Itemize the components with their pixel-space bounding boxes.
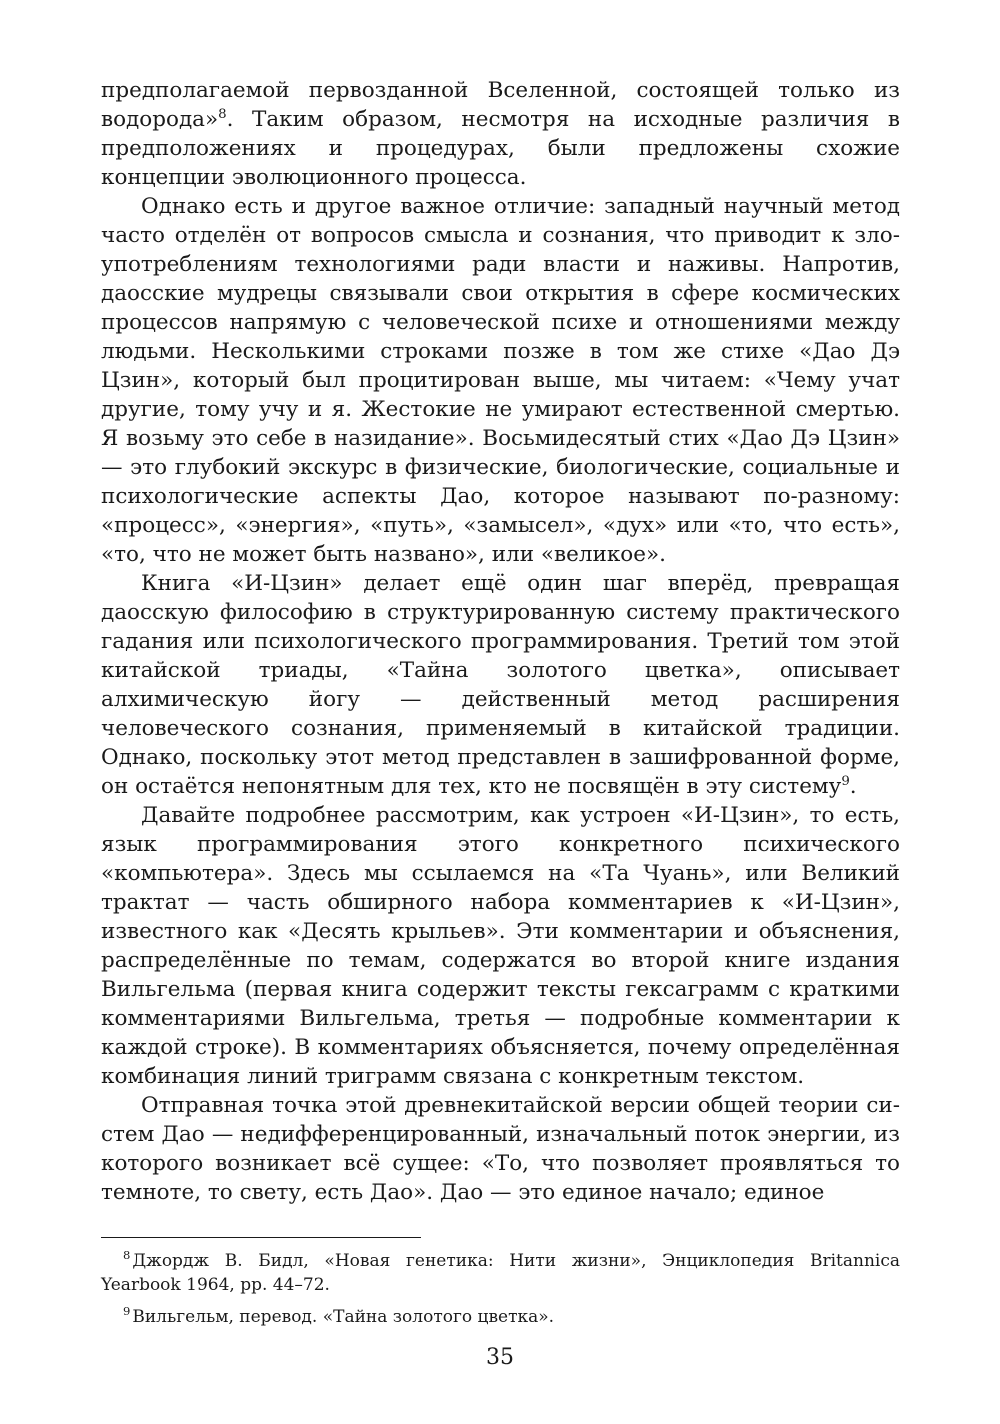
paragraph-1 [101, 76, 900, 192]
footnote-number: 9 [123, 1304, 131, 1319]
paragraph-1-text-cont: . Таким образом, несмотря на исходные различия в предположениях и процедурах, были предложены схожие концепции эволюционного процесса. [101, 107, 900, 190]
footnotes [101, 1249, 900, 1329]
paragraph-3-text-cont: . [849, 774, 857, 799]
footnote-ref-9[interactable]: 9 [841, 773, 850, 789]
footnote-text: Вильгельм, перевод. «Тайна золотого цветка». [132, 1307, 555, 1327]
paragraph-2: Однако есть и другое важное отличие: западный научный метод часто отделён от вопросов смысла и сознания, что приводит к злоупотреблениям технологиями ради власти и наживы. Напротив, даосские мудрецы связывали свои открытия в сфере космических процессов напрямую с человеческой психе и отношениями между людьми. Несколькими строками позже в том же стихе «Дао Дэ Цзин», который был процитирован выше, мы читаем: «Чему учат другие, тому учу и я. Жестокие не умирают естественной смертью. Я возьму это себе в назидание». Восьмидесятый стих «Дао Дэ Цзин» — это глубокий экскурс в физические, биологические, социальные и психологические аспекты Дао, которое называют по-разному: «процесс», «энергия», «путь», «замысел», «дух» или «то, что есть», «то, что не может быть названо», или «великое». [101, 194, 900, 567]
page-number: 35 [486, 1345, 514, 1370]
paragraph-5: Отправная точка этой древнекитайской версии общей теории систем Дао — недифференцированный, изначальный поток энергии, из которого возникает всё сущее: «То, что позволяет проявляться то темноте, то свету, есть Дао». Дао — это единое начало; единое [101, 1093, 900, 1205]
footnote-ref-8[interactable]: 8 [218, 106, 227, 122]
footnote-9 [101, 1305, 900, 1329]
footnote-8 [101, 1249, 900, 1297]
paragraph-3 [101, 569, 900, 801]
paragraph-4: Давайте подробнее рассмотрим, как устроен «И-Цзин», то есть, язык программирования этого конкретного психического «компьютера». Здесь мы ссылаемся на «Та Чуань», или Великий трактат — часть обширного набора комментариев к «И-Цзин», известного как «Десять крыльев». Эти комментарии и объяснения, распределённые по темам, содержатся во второй книге издания Вильгельма (первая книга содержит тексты гексаграмм с краткими комментариями Вильгельма, третья — подробные комментарии к каждой строке). В комментариях объясняется, почему определённая комбинация линий триграмм связана с конкретным текстом. [101, 803, 900, 1089]
footnote-number: 8 [123, 1248, 131, 1263]
paragraph-1-text: предполагаемой первозданной Вселенной, состоящей только из водорода» [101, 78, 900, 132]
main-text [101, 76, 900, 1207]
footnote-text: Джордж В. Бидл, «Новая генетика: Нити жизни», Энциклопедия Britannica Yearbook 1964, pp. 44–72. [101, 1251, 900, 1295]
footnote-divider [101, 1237, 421, 1238]
paragraph-3-text: Книга «И-Цзин» делает ещё один шаг вперёд, превращая даосскую философию в структурированную систему практического гадания или психологического программирования. Третий том этой китайской триады, «Тайна золотого цветка», описывает алхимическую йогу — действенный метод расширения человеческого сознания, применяемый в китайской традиции. Однако, поскольку этот метод представлен в зашифрованной форме, он остаётся непонятным для тех, кто не посвящён в эту систему [101, 571, 900, 799]
